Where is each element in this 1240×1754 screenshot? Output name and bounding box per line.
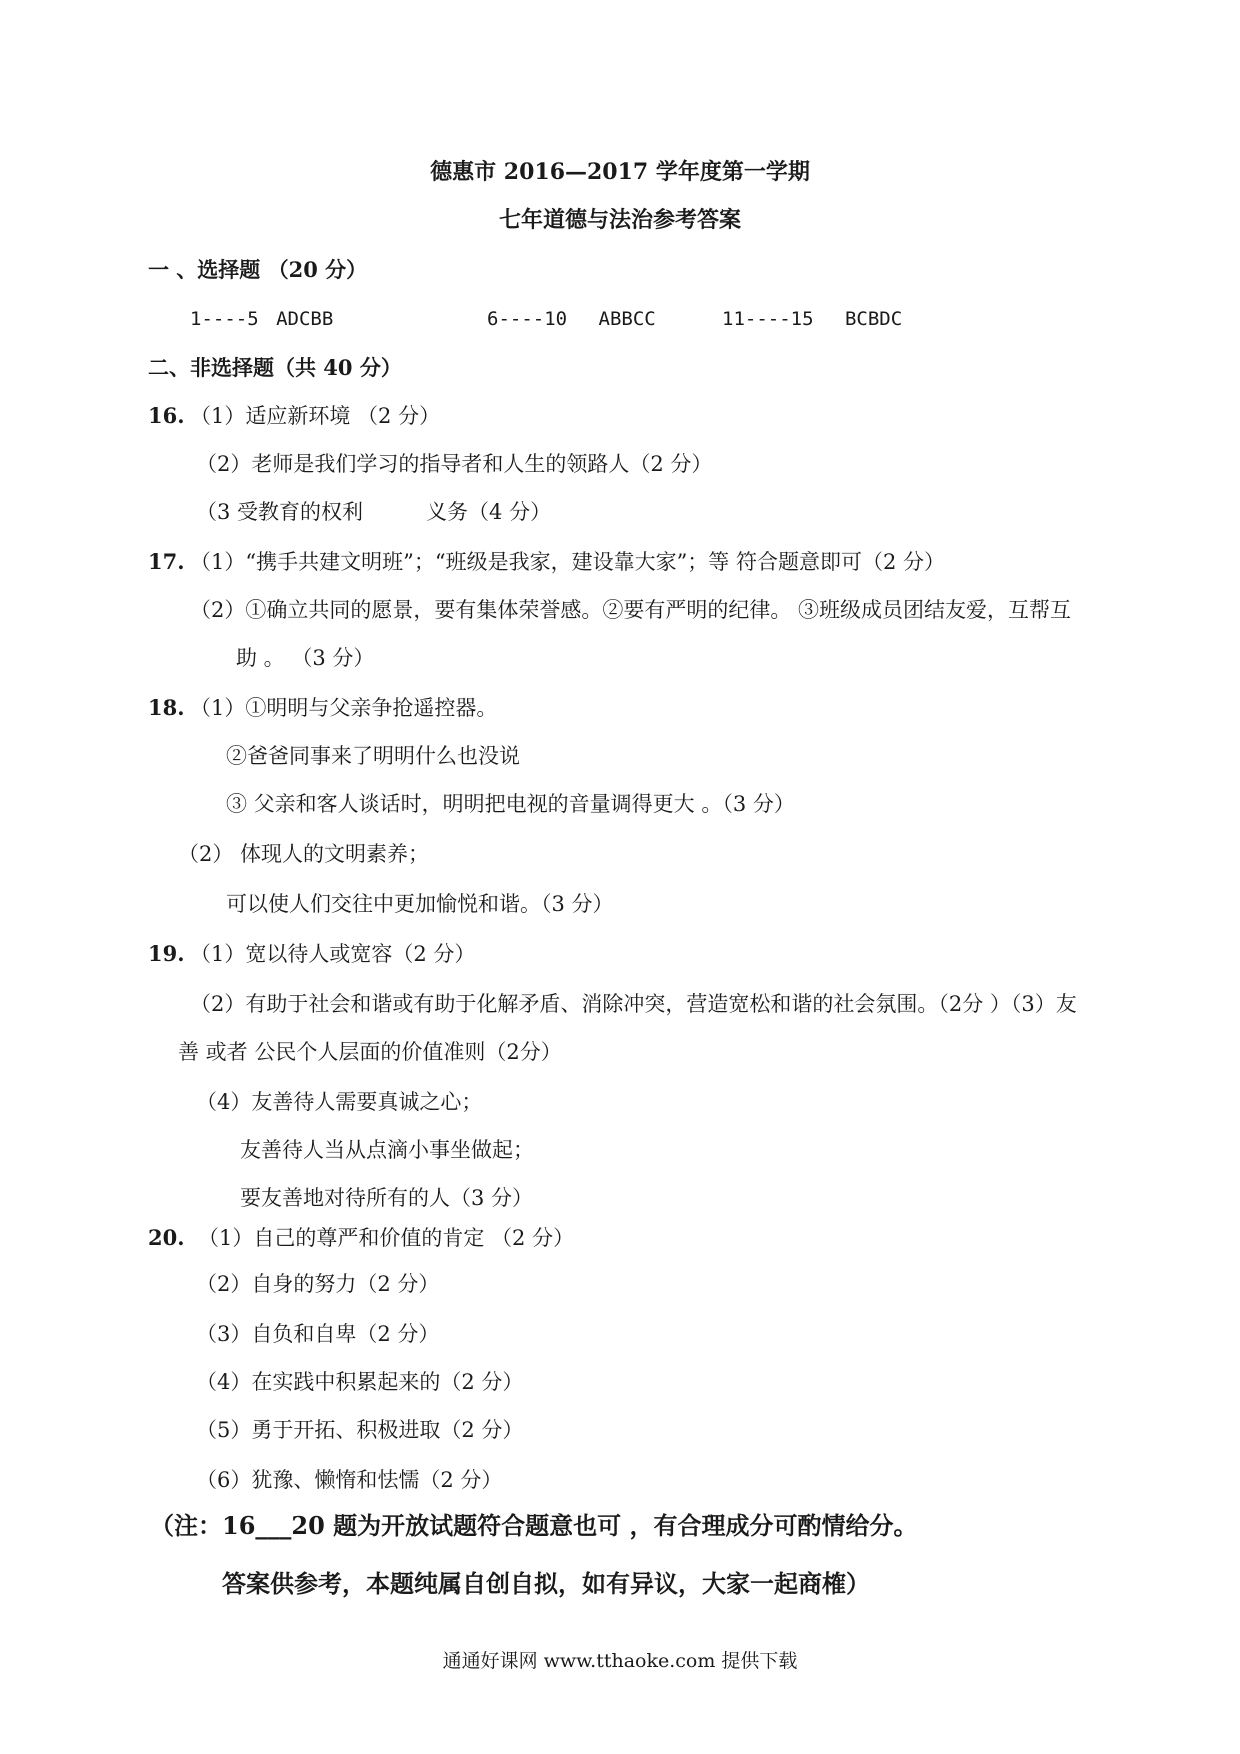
page-subtitle: 七年道德与法治参考答案 <box>498 207 741 233</box>
answer-text: （2） 体现人的文明素养； <box>178 842 430 866</box>
question-number: 18. <box>148 695 185 720</box>
answer-text: ③ 父亲和客人谈话时，明明把电视的音量调得更大 。（3 分） <box>226 792 795 816</box>
answer-text: 友善待人当从点滴小事坐做起； <box>240 1138 534 1162</box>
question-16 <box>148 402 440 430</box>
answer-text: 助 。 （3 分） <box>236 646 375 670</box>
choice-letters: BCBDC <box>844 308 903 330</box>
question-number: 19. <box>148 941 185 966</box>
answer-text: 善 或者 公民个人层面的价值准则（2分） <box>178 1040 562 1064</box>
question-17 <box>148 548 945 576</box>
answer-text: 可以使人们交往中更加愉悦和谐。（3 分） <box>226 892 614 916</box>
answer-text: （6）犹豫、懒惰和怯懦（2 分） <box>196 1468 503 1492</box>
choice-letters: ADCBB <box>276 308 334 330</box>
grading-note: （注：16___20 题为开放试题符合题意也可 ，有合理成分可酌情给分。 <box>150 1511 918 1540</box>
choice-range: 1----5 <box>190 308 259 330</box>
choice-letters: ABBCC <box>598 308 656 330</box>
answer-text: （2）自身的努力（2 分） <box>196 1272 440 1296</box>
choice-answer-group <box>487 305 656 333</box>
question-number: 16. <box>148 403 185 428</box>
answer-text: （1）①明明与父亲争抢遥控器。 <box>190 696 498 720</box>
answer-text: （1）自己的尊严和价值的肯定 （2 分） <box>198 1226 575 1250</box>
choice-range: 11----15 <box>722 308 814 330</box>
answer-text: ②爸爸同事来了明明什么也没说 <box>226 744 520 768</box>
answer-text: （1）宽以待人或宽容（2 分） <box>190 942 476 966</box>
answer-text: （1）适应新环境 （2 分） <box>190 404 441 428</box>
answer-text: （3 受教育的权利 义务（4 分） <box>196 500 552 524</box>
section-heading-choice: 一 、选择题 （20 分） <box>148 257 368 282</box>
question-19 <box>148 940 475 968</box>
choice-answer-group <box>190 305 333 333</box>
answer-text: （2）有助于社会和谐或有助于化解矛盾、消除冲突，营造宽松和谐的社会氛围。（2分 ）（3）友 <box>190 992 1077 1016</box>
answer-text: （4）友善待人需要真诚之心； <box>196 1090 483 1114</box>
choice-range: 6----10 <box>487 308 568 330</box>
answer-text: （3）自负和自卑（2 分） <box>196 1322 440 1346</box>
choice-answer-group <box>722 305 902 333</box>
question-18 <box>148 694 497 722</box>
footer-source: 通通好课网 www.tthaoke.com 提供下载 <box>442 1650 798 1672</box>
answer-text: （1）“携手共建文明班”；“班级是我家，建设靠大家”；等 符合题意即可（2 分） <box>190 550 946 574</box>
section-heading-nonchoice: 二、非选择题（共 40 分） <box>148 355 402 380</box>
question-number: 20. <box>148 1225 185 1250</box>
answer-text: （5）勇于开拓、积极进取（2 分） <box>196 1418 524 1442</box>
answer-text: 要友善地对待所有的人（3 分） <box>240 1186 534 1210</box>
grading-note-disclaimer: 答案供参考，本题纯属自创自拟，如有异议，大家一起商榷） <box>222 1569 870 1598</box>
page-title: 德惠市 2016—2017 学年度第一学期 <box>430 159 810 185</box>
question-20 <box>148 1224 574 1252</box>
question-number: 17. <box>148 549 185 574</box>
answer-text: （2）①确立共同的愿景，要有集体荣誉感。②要有严明的纪律。 ③班级成员团结友爱，互帮互 <box>190 598 1072 622</box>
answer-text: （4）在实践中积累起来的（2 分） <box>196 1370 524 1394</box>
answer-text: （2）老师是我们学习的指导者和人生的领路人（2 分） <box>196 452 713 476</box>
